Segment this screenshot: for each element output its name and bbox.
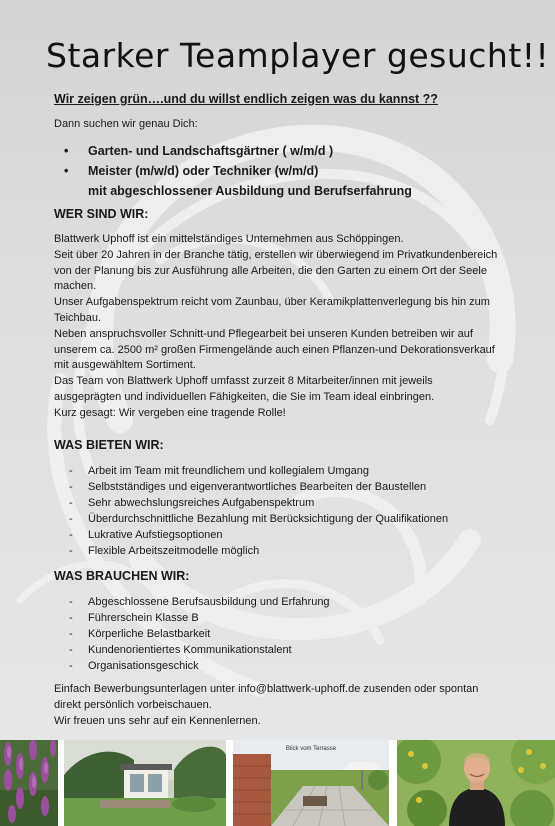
list-item-text: Körperliche Belastbarkeit [88,628,211,640]
list-item [54,642,330,658]
list-item-text: Lukrative Aufstiegsoptionen [88,529,223,541]
list-item-text: Organisationsgeschick [88,660,199,672]
need-list [54,594,330,674]
garden-house-photo [64,740,226,826]
list-item [54,463,448,479]
position-item [54,141,412,161]
list-item-text: Flexible Arbeitszeitmodelle möglich [88,545,260,557]
intro-text: Dann suchen wir genau Dich: [54,118,198,130]
dash-icon: - [69,660,73,672]
need-heading: WAS BRAUCHEN WIR: [54,569,190,583]
list-item [54,479,448,495]
who-line: Kurz gesagt: Wir vergeben eine tragende Rolle! [54,406,286,419]
offer-list [54,463,448,559]
who-line: Blattwerk Uphoff ist ein mittelständiges Unternehmen aus Schöppingen. [54,233,404,245]
render-caption: Blick vom Terrasse [285,746,337,752]
page-title: Starker Teamplayer gesucht!! [46,36,550,75]
closing-line: Einfach Bewerbungsunterlagen unter info@blattwerk-uphoff.de zusenden oder spontan [54,683,479,695]
closing-paragraph [54,682,514,729]
who-line: Teichbau. [54,311,102,324]
who-heading: WER SIND WIR: [54,207,149,221]
dash-icon: - [69,481,73,493]
list-item-text: Selbstständiges und eigenverantwortliches Bearbeiten der Baustellen [88,481,427,493]
dash-icon: - [69,529,73,541]
who-line: Seit über 20 Jahren in der Branche tätig, erstellen wir überwiegend im Privatkundenbereich [54,248,498,261]
list-item-text: Sehr abwechslungsreiches Aufgabenspektrum [88,497,315,509]
position-label: Garten- und Landschaftsgärtner ( w/m/d ) [88,144,334,158]
terrace-render-photo [233,740,389,826]
positions-list [54,141,412,201]
closing-line: Wir freuen uns sehr auf ein Kennenlernen. [54,714,261,727]
list-item-text: Kundenorientiertes Kommunikationstalent [88,644,292,656]
list-item [54,594,330,610]
list-item [54,511,448,527]
who-line: Das Team von Blattwerk Uphoff umfasst zurzeit 8 Mitarbeiter/innen mit jeweils [54,375,433,388]
bullet-icon: • [64,164,69,178]
position-label: Meister (m/w/d) oder Techniker (w/m/d) [88,164,319,178]
list-item-text: Abgeschlossene Berufsausbildung und Erfahrung [88,596,330,608]
who-line: ausgeprägten und individuellen Fähigkeiten, die Sie im Team ideal einbringen. [54,390,435,403]
who-line: Neben anspruchsvoller Schnitt-und Pflegearbeit bei unseren Kunden betreiben wir auf [54,327,473,340]
photo-strip [0,740,555,826]
team-member-photo [397,740,555,826]
who-line: Unser Aufgabenspektrum reicht vom Zaunbau, über Keramikplattenverlegung bis hin zum [54,296,490,309]
dash-icon: - [69,465,73,477]
position-label-detail: mit abgeschlossener Ausbildung und Berufserfahrung [88,184,412,198]
dash-icon: - [69,513,73,525]
who-line: unserem ca. 2500 m² großen Firmengelände auch einen Pflanzen-und Dekorationsverkauf [54,343,495,356]
flowers-photo [0,740,58,826]
offer-heading: WAS BIETEN WIR: [54,438,164,452]
closing-line: direkt persönlich vorbeischauen. [54,698,212,711]
who-line: von der Planung bis zur Ausführung alle Arbeiten, die den Garten zu einem Ort der Seele [54,264,487,277]
dash-icon: - [69,612,73,624]
who-line: mit ausgewähltem Sortiment. [54,359,196,372]
list-item [54,658,330,674]
list-item [54,495,448,511]
list-item-text: Führerschein Klasse B [88,612,199,624]
list-item-text: Überdurchschnittliche Bezahlung mit Berücksichtigung der Qualifikationen [88,513,449,525]
list-item [54,527,448,543]
dash-icon: - [69,596,73,608]
dash-icon: - [69,545,73,557]
list-item [54,610,330,626]
list-item-text: Arbeit im Team mit freundlichem und kollegialem Umgang [88,465,370,477]
who-paragraph [54,232,514,422]
bullet-icon: • [64,144,69,158]
dash-icon: - [69,628,73,640]
list-item [54,543,448,559]
who-line: machen. [54,280,97,293]
dash-icon: - [69,497,73,509]
list-item [54,626,330,642]
dash-icon: - [69,644,73,656]
position-item [54,161,412,201]
subheading: Wir zeigen grün….und du willst endlich zeigen was du kannst ?? [54,92,438,106]
